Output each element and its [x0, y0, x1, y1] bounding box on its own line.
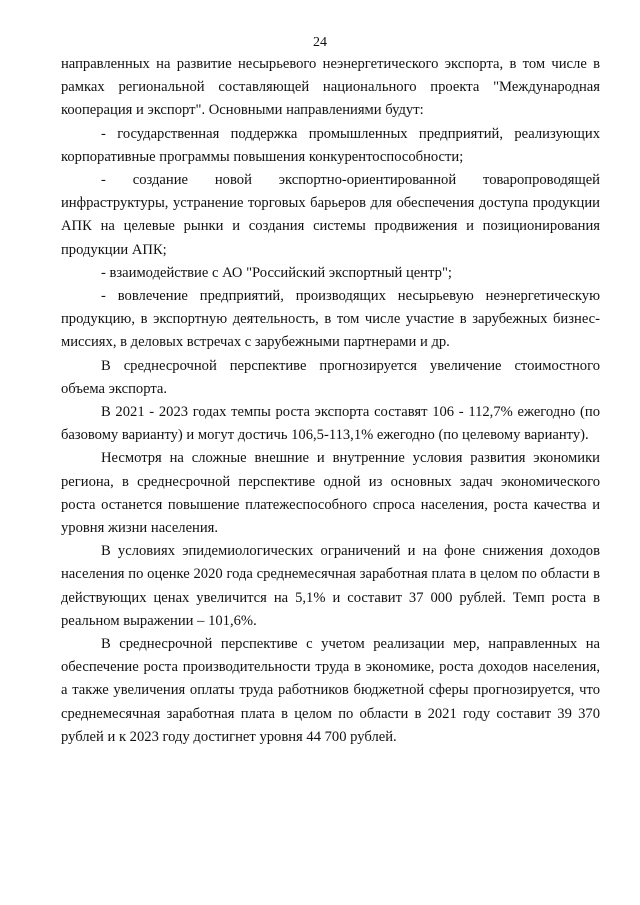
list-item-state-support: - государственная поддержка промышленных предприятий, реализующих корпоративные программы повышения конкурентоспособности; — [61, 125, 600, 165]
paragraph-export-growth-rates: В 2021 - 2023 годах темпы роста экспорта составят 106 - 112,7% ежегодно (по базовому варианту) и могут достичь 106,5-113,1% ежегодно (по целевому варианту). — [61, 404, 600, 444]
page-number: 24 — [313, 35, 327, 50]
paragraph-wage-estimate-2020: В условиях эпидемиологических ограничений и на фоне снижения доходов населения по оценке 2020 года среднемесячная заработная плата в целом по области в действующих ценах увеличится на 5,1% и составит 37 000 рублей. Темп роста в реальном выражении – 101,6%. — [61, 543, 600, 629]
list-item-export-infrastructure: - создание новой экспортно-ориентированной товаропроводящей инфраструктуры, устранение торговых барьеров для обеспечения доступа продукции АПК на целевые рынки и создания системы продвижения и позиционирования продукции АПК; — [61, 172, 600, 258]
paragraph-export-volume-forecast: В среднесрочной перспективе прогнозируется увеличение стоимостного объема экспорта. — [61, 357, 600, 397]
paragraph-export-directions: направленных на развитие несырьевого неэнергетического экспорта, в том числе в рамках региональной составляющей национального проекта "Международная кооперация и экспорт". Основными направлениями будут: — [61, 56, 600, 119]
list-item-enterprise-involvement: - вовлечение предприятий, производящих несырьевую неэнергетическую продукцию, в экспортную деятельность, в том числе участие в зарубежных бизнес-миссиях, в деловых встречах с зарубежными партнерами и др. — [61, 288, 600, 351]
document-body — [61, 53, 600, 749]
list-item-export-center: - взаимодействие с АО "Российский экспортный центр"; — [101, 264, 452, 281]
paragraph-economic-conditions: Несмотря на сложные внешние и внутренние условия развития экономики региона, в среднесрочной перспективе одной из основных задач экономического роста останется повышение платежеспособного спроса населения, роста качества и уровня жизни населения. — [61, 450, 600, 537]
paragraph-wage-forecast: В среднесрочной перспективе с учетом реализации мер, направленных на обеспечение роста производительности труда в экономике, роста доходов населения, а также увеличения оплаты труда работников бюджетной сферы прогнозируется, что среднемесячная заработная плата в целом по области в 2021 году составит 39 370 рублей и к 2023 году достигнет уровня 44 700 рублей. — [61, 636, 600, 745]
